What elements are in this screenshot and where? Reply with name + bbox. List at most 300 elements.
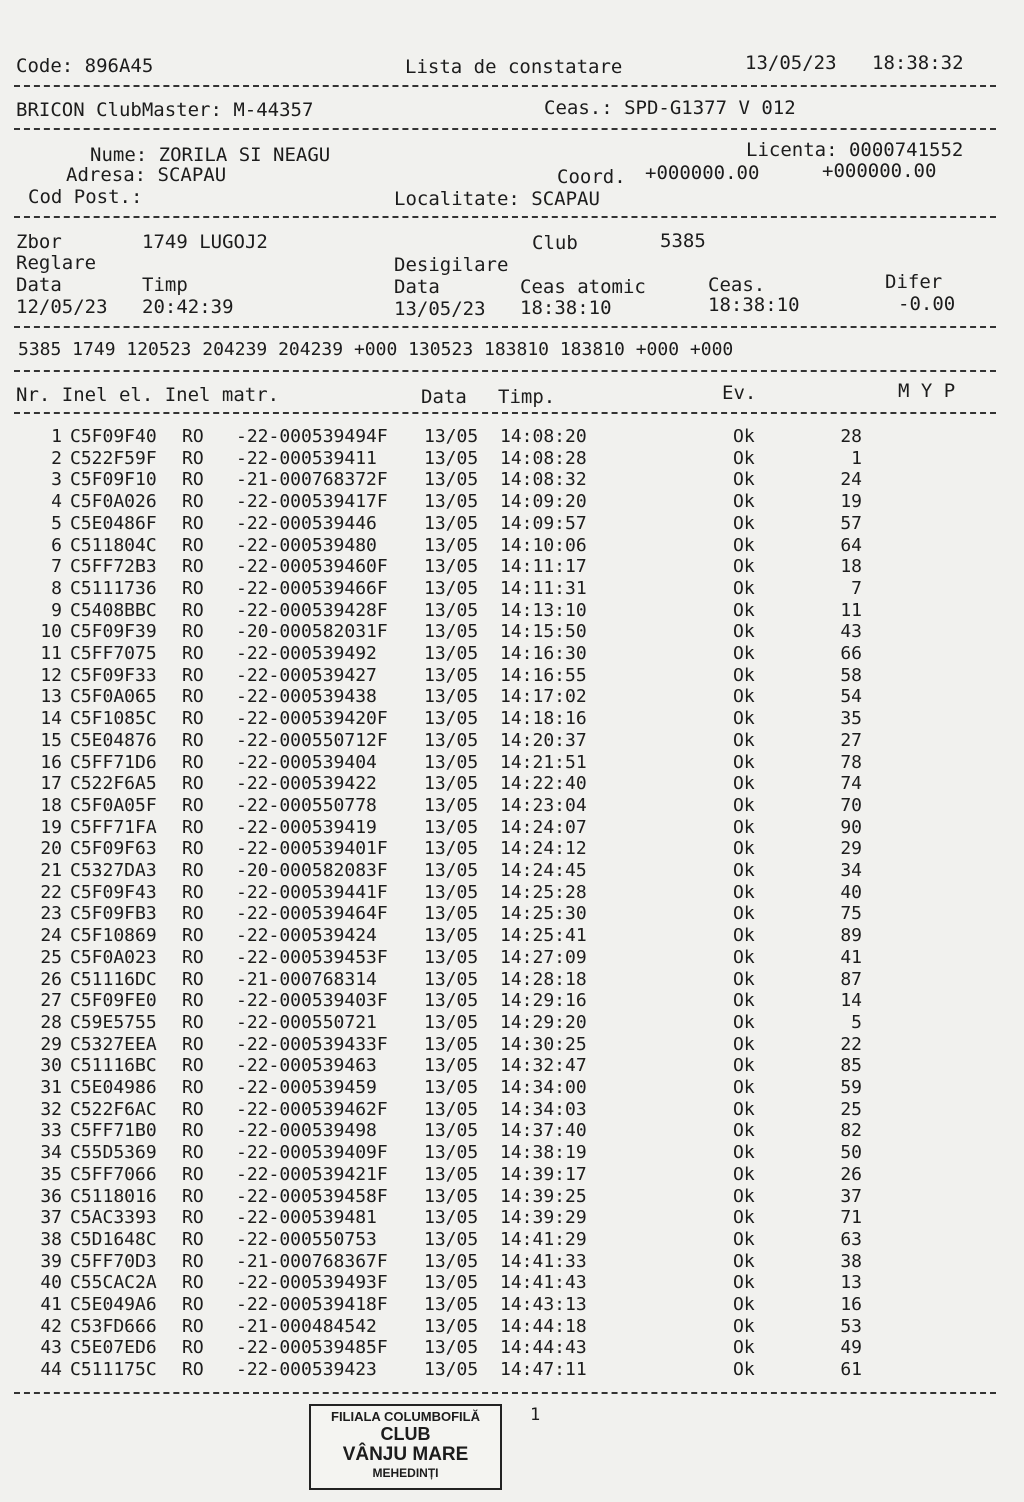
position: 24 <box>840 469 862 491</box>
event-status: Ok <box>733 708 755 730</box>
registration-ring: -22-000539485F <box>236 1337 388 1359</box>
position: 16 <box>840 1294 862 1315</box>
arrival-time: 14:32:47 <box>500 1055 587 1077</box>
row-number: 11 <box>40 643 62 664</box>
table-row <box>0 903 1024 925</box>
divider <box>14 370 996 372</box>
arrival-time: 14:11:31 <box>500 577 587 599</box>
registration-ring: -22-000539423 <box>236 1359 377 1381</box>
arrival-time: 14:16:30 <box>500 643 587 664</box>
arrival-date: 13/05 <box>424 469 479 491</box>
position: 66 <box>840 643 862 664</box>
event-status: Ok <box>733 491 755 513</box>
arrival-date: 13/05 <box>424 1185 479 1207</box>
position: 53 <box>840 1315 862 1337</box>
registration-ring: -22-000539403F <box>236 990 388 1012</box>
event-status: Ok <box>733 447 755 469</box>
stamp-line-4: MEHEDINȚI <box>372 1466 439 1480</box>
electronic-ring: C5F10869 <box>70 925 157 947</box>
arrival-time: 14:38:19 <box>500 1142 587 1164</box>
arrival-date: 13/05 <box>424 729 479 751</box>
table-row <box>0 1229 1024 1251</box>
country-code: RO <box>182 1077 204 1098</box>
event-status: Ok <box>733 1185 755 1207</box>
stamp-line-2: CLUB <box>380 1424 431 1444</box>
position: 58 <box>840 664 862 686</box>
arrival-date: 13/05 <box>424 1055 479 1077</box>
row-number: 31 <box>40 1077 62 1098</box>
registration-ring: -22-000539401F <box>236 838 388 860</box>
row-number: 29 <box>40 1033 62 1055</box>
event-status: Ok <box>733 534 755 556</box>
country-code: RO <box>182 469 204 491</box>
row-number: 34 <box>40 1142 62 1164</box>
registration-ring: -22-000539411 <box>236 447 377 469</box>
row-number: 20 <box>40 838 62 860</box>
country-code: RO <box>182 990 204 1012</box>
table-row <box>0 795 1024 817</box>
arrival-time: 14:08:28 <box>500 447 587 469</box>
event-status: Ok <box>733 903 755 925</box>
registration-ring: -22-000539419 <box>236 816 377 838</box>
electronic-ring: C5327DA3 <box>70 860 157 881</box>
row-number: 3 <box>51 469 62 491</box>
zbor-label: Zbor <box>16 231 62 253</box>
event-status: Ok <box>733 794 755 816</box>
arrival-time: 14:29:20 <box>500 1011 587 1033</box>
event-status: Ok <box>733 577 755 599</box>
country-code: RO <box>182 1033 204 1055</box>
position: 70 <box>840 794 862 816</box>
event-status: Ok <box>733 1142 755 1164</box>
country-code: RO <box>182 968 204 990</box>
registration-ring: -22-000539446 <box>236 512 377 534</box>
arrival-date: 13/05 <box>424 1250 479 1272</box>
arrival-date: 13/05 <box>424 794 479 816</box>
electronic-ring: C5408BBC <box>70 599 157 621</box>
electronic-ring: C53FD666 <box>70 1315 157 1337</box>
arrival-time: 14:08:20 <box>500 426 587 447</box>
country-code: RO <box>182 664 204 686</box>
club-value: 5385 <box>660 230 706 252</box>
country-code: RO <box>182 512 204 534</box>
event-status: Ok <box>733 838 755 860</box>
position: 82 <box>840 1120 862 1142</box>
position: 54 <box>840 686 862 708</box>
difer-label: Difer <box>885 271 943 293</box>
country-code: RO <box>182 1011 204 1033</box>
arrival-date: 13/05 <box>424 1315 479 1337</box>
arrival-date: 13/05 <box>424 1207 479 1229</box>
electronic-ring: C55CAC2A <box>70 1272 157 1294</box>
arrival-date: 13/05 <box>424 751 479 773</box>
row-number: 13 <box>40 686 62 708</box>
divider <box>14 85 996 87</box>
registration-ring: -22-000539462F <box>236 1098 388 1120</box>
position: 26 <box>840 1163 862 1185</box>
header-data: Data <box>421 386 467 408</box>
event-status: Ok <box>733 1098 755 1120</box>
table-row <box>0 686 1024 708</box>
country-code: RO <box>182 1272 204 1294</box>
event-status: Ok <box>733 816 755 838</box>
arrival-date: 13/05 <box>424 686 479 708</box>
row-number: 24 <box>40 925 62 947</box>
country-code: RO <box>182 491 204 513</box>
row-number: 10 <box>40 621 62 643</box>
event-status: Ok <box>733 621 755 643</box>
arrival-date: 13/05 <box>424 1294 479 1315</box>
event-status: Ok <box>733 1055 755 1077</box>
arrival-date: 13/05 <box>424 491 479 513</box>
summary-line: 5385 1749 120523 204239 204239 +000 130523 183810 183810 +000 +000 <box>18 339 734 360</box>
registration-ring: -21-000484542 <box>236 1315 377 1337</box>
arrival-date: 13/05 <box>424 1033 479 1055</box>
row-number: 1 <box>51 426 62 447</box>
registration-ring: -22-000539418F <box>236 1294 388 1315</box>
position: 25 <box>840 1098 862 1120</box>
arrival-date: 13/05 <box>424 426 479 447</box>
table-row <box>0 1164 1024 1186</box>
arrival-time: 14:29:16 <box>500 990 587 1012</box>
arrival-time: 14:23:04 <box>500 794 587 816</box>
position: 40 <box>840 881 862 903</box>
table-row <box>0 730 1024 752</box>
row-number: 44 <box>40 1359 62 1381</box>
row-number: 41 <box>40 1294 62 1315</box>
arrival-date: 13/05 <box>424 708 479 730</box>
print-time: 18:38:32 <box>872 52 964 74</box>
electronic-ring: C5FF71B0 <box>70 1120 157 1142</box>
table-row <box>0 1034 1024 1056</box>
registration-ring: -22-000539466F <box>236 577 388 599</box>
club-stamp <box>309 1404 502 1490</box>
arrival-time: 14:41:43 <box>500 1272 587 1294</box>
arrival-time: 14:34:00 <box>500 1077 587 1098</box>
registration-ring: -22-000539420F <box>236 708 388 730</box>
registration-ring: -21-000768367F <box>236 1250 388 1272</box>
country-code: RO <box>182 1315 204 1337</box>
event-status: Ok <box>733 664 755 686</box>
event-status: Ok <box>733 1120 755 1142</box>
position: 64 <box>840 534 862 556</box>
electronic-ring: C5F09F63 <box>70 838 157 860</box>
arrival-date: 13/05 <box>424 1142 479 1164</box>
arrival-time: 14:30:25 <box>500 1033 587 1055</box>
position: 75 <box>840 903 862 925</box>
row-number: 26 <box>40 968 62 990</box>
arrival-time: 14:25:28 <box>500 881 587 903</box>
table-row <box>0 578 1024 600</box>
arrival-date: 13/05 <box>424 1077 479 1098</box>
registration-ring: -22-000539459 <box>236 1077 377 1098</box>
registration-ring: -22-000550721 <box>236 1011 377 1033</box>
country-code: RO <box>182 1098 204 1120</box>
position: 59 <box>840 1077 862 1098</box>
table-row <box>0 600 1024 622</box>
country-code: RO <box>182 903 204 925</box>
position: 7 <box>851 577 862 599</box>
clubmaster-id: BRICON ClubMaster: M-44357 <box>16 99 314 121</box>
position: 27 <box>840 729 862 751</box>
arrival-time: 14:34:03 <box>500 1098 587 1120</box>
registration-ring: -21-000768314 <box>236 968 377 990</box>
position: 28 <box>840 426 862 447</box>
registration-ring: -22-000539460F <box>236 556 388 578</box>
position: 35 <box>840 708 862 730</box>
arrival-date: 13/05 <box>424 838 479 860</box>
electronic-ring: C5E0486F <box>70 512 157 534</box>
event-status: Ok <box>733 1207 755 1229</box>
arrival-date: 13/05 <box>424 773 479 795</box>
arrival-time: 14:43:13 <box>500 1294 587 1315</box>
country-code: RO <box>182 447 204 469</box>
electronic-ring: C51116BC <box>70 1055 157 1077</box>
row-number: 32 <box>40 1098 62 1120</box>
position: 14 <box>840 990 862 1012</box>
zbor-value: 1749 LUGOJ2 <box>142 231 268 253</box>
country-code: RO <box>182 643 204 664</box>
registration-ring: -20-000582083F <box>236 860 388 881</box>
event-status: Ok <box>733 643 755 664</box>
position: 13 <box>840 1272 862 1294</box>
country-code: RO <box>182 686 204 708</box>
electronic-ring: C5F0A026 <box>70 491 157 513</box>
table-row <box>0 708 1024 730</box>
code-label: Code: 896A45 <box>16 55 154 77</box>
arrival-date: 13/05 <box>424 1163 479 1185</box>
position: 85 <box>840 1055 862 1077</box>
country-code: RO <box>182 1250 204 1272</box>
atomic-time: 18:38:10 <box>520 297 612 319</box>
country-code: RO <box>182 1294 204 1315</box>
arrival-time: 14:39:25 <box>500 1185 587 1207</box>
country-code: RO <box>182 773 204 795</box>
row-number: 27 <box>40 990 62 1012</box>
country-code: RO <box>182 860 204 881</box>
row-number: 4 <box>51 491 62 513</box>
stamp-line-1: FILIALA COLUMBOFILĂ <box>331 1409 480 1424</box>
country-code: RO <box>182 1142 204 1164</box>
position: 90 <box>840 816 862 838</box>
country-code: RO <box>182 925 204 947</box>
table-row <box>0 1055 1024 1077</box>
club-label: Club <box>532 232 578 254</box>
reglare-timp-label: Timp <box>142 274 188 296</box>
ceas-label: Ceas. <box>708 274 766 296</box>
row-number: 18 <box>40 794 62 816</box>
electronic-ring: C511175C <box>70 1359 157 1381</box>
arrival-time: 14:08:32 <box>500 469 587 491</box>
arrival-date: 13/05 <box>424 447 479 469</box>
table-row <box>0 1251 1024 1273</box>
electronic-ring: C5E07ED6 <box>70 1337 157 1359</box>
position: 1 <box>851 447 862 469</box>
table-row <box>0 752 1024 774</box>
arrival-time: 14:25:30 <box>500 903 587 925</box>
locality: Localitate: SCAPAU <box>394 188 600 210</box>
table-row <box>0 1099 1024 1121</box>
row-number: 22 <box>40 881 62 903</box>
table-row <box>0 969 1024 991</box>
owner-license: Licenta: 0000741552 <box>746 139 964 161</box>
event-status: Ok <box>733 925 755 947</box>
arrival-date: 13/05 <box>424 512 479 534</box>
row-number: 7 <box>51 556 62 578</box>
table-row <box>0 1077 1024 1099</box>
event-status: Ok <box>733 1359 755 1381</box>
row-number: 14 <box>40 708 62 730</box>
row-number: 39 <box>40 1250 62 1272</box>
position: 49 <box>840 1337 862 1359</box>
position: 78 <box>840 751 862 773</box>
arrival-time: 14:09:57 <box>500 512 587 534</box>
arrival-date: 13/05 <box>424 860 479 881</box>
electronic-ring: C5F0A05F <box>70 794 157 816</box>
event-status: Ok <box>733 1011 755 1033</box>
position: 22 <box>840 1033 862 1055</box>
arrival-time: 14:39:17 <box>500 1163 587 1185</box>
electronic-ring: C5FF7075 <box>70 643 157 664</box>
electronic-ring: C5F09FE0 <box>70 990 157 1012</box>
country-code: RO <box>182 621 204 643</box>
registration-ring: -22-000539464F <box>236 903 388 925</box>
table-row <box>0 621 1024 643</box>
position: 61 <box>840 1359 862 1381</box>
arrival-time: 14:16:55 <box>500 664 587 686</box>
arrival-date: 13/05 <box>424 534 479 556</box>
clock-id: Ceas.: SPD-G1377 V 012 <box>544 97 796 119</box>
table-row <box>0 838 1024 860</box>
electronic-ring: C5D1648C <box>70 1228 157 1250</box>
country-code: RO <box>182 708 204 730</box>
table-row <box>0 773 1024 795</box>
page-number: 1 <box>530 1405 541 1425</box>
position: 57 <box>840 512 862 534</box>
country-code: RO <box>182 838 204 860</box>
electronic-ring: C5F09F40 <box>70 426 157 447</box>
electronic-ring: C511804C <box>70 534 157 556</box>
arrival-date: 13/05 <box>424 946 479 968</box>
table-row <box>0 860 1024 882</box>
electronic-ring: C59E5755 <box>70 1011 157 1033</box>
table-row <box>0 1272 1024 1294</box>
arrival-time: 14:41:33 <box>500 1250 587 1272</box>
registration-ring: -22-000539481 <box>236 1207 377 1229</box>
document-title: Lista de constatare <box>405 56 623 78</box>
position: 63 <box>840 1228 862 1250</box>
electronic-ring: C5AC3393 <box>70 1207 157 1229</box>
electronic-ring: C55D5369 <box>70 1142 157 1164</box>
registration-ring: -22-000539492 <box>236 643 377 664</box>
row-number: 25 <box>40 946 62 968</box>
electronic-ring: C5F0A065 <box>70 686 157 708</box>
header-ring-columns: Nr. Inel el. Inel matr. <box>16 384 280 406</box>
event-status: Ok <box>733 729 755 751</box>
registration-ring: -22-000539494F <box>236 426 388 447</box>
position: 19 <box>840 491 862 513</box>
country-code: RO <box>182 577 204 599</box>
event-status: Ok <box>733 860 755 881</box>
row-number: 42 <box>40 1315 62 1337</box>
event-status: Ok <box>733 426 755 447</box>
country-code: RO <box>182 1120 204 1142</box>
arrival-time: 14:24:45 <box>500 860 587 881</box>
electronic-ring: C5327EEA <box>70 1033 157 1055</box>
event-status: Ok <box>733 1163 755 1185</box>
table-row <box>0 882 1024 904</box>
row-number: 37 <box>40 1207 62 1229</box>
header-timp: Timp. <box>498 386 556 408</box>
table-row <box>0 426 1024 448</box>
arrival-time: 14:47:11 <box>500 1359 587 1381</box>
arrival-time: 14:20:37 <box>500 729 587 751</box>
arrival-time: 14:15:50 <box>500 621 587 643</box>
arrival-time: 14:13:10 <box>500 599 587 621</box>
arrival-time: 14:18:16 <box>500 708 587 730</box>
arrival-date: 13/05 <box>424 968 479 990</box>
arrival-time: 14:24:12 <box>500 838 587 860</box>
registration-ring: -22-000539409F <box>236 1142 388 1164</box>
electronic-ring: C5118016 <box>70 1185 157 1207</box>
table-row <box>0 1120 1024 1142</box>
divider <box>14 216 996 218</box>
divider <box>14 128 996 130</box>
row-number: 38 <box>40 1228 62 1250</box>
table-row <box>0 1012 1024 1034</box>
event-status: Ok <box>733 599 755 621</box>
arrival-date: 13/05 <box>424 903 479 925</box>
registration-ring: -22-000539417F <box>236 491 388 513</box>
row-number: 35 <box>40 1163 62 1185</box>
arrival-date: 13/05 <box>424 1228 479 1250</box>
row-number: 28 <box>40 1011 62 1033</box>
country-code: RO <box>182 1185 204 1207</box>
reglare-label: Reglare <box>16 252 97 274</box>
electronic-ring: C522F6A5 <box>70 773 157 795</box>
arrival-date: 13/05 <box>424 1011 479 1033</box>
event-status: Ok <box>733 1033 755 1055</box>
owner-name: Nume: ZORILA SI NEAGU <box>90 144 331 166</box>
divider <box>14 412 996 414</box>
registration-ring: -22-000539480 <box>236 534 377 556</box>
event-status: Ok <box>733 1077 755 1098</box>
registration-ring: -22-000539422 <box>236 773 377 795</box>
row-number: 33 <box>40 1120 62 1142</box>
electronic-ring: C522F59F <box>70 447 157 469</box>
row-number: 36 <box>40 1185 62 1207</box>
country-code: RO <box>182 556 204 578</box>
event-status: Ok <box>733 1228 755 1250</box>
country-code: RO <box>182 1337 204 1359</box>
row-number: 16 <box>40 751 62 773</box>
table-row <box>0 1186 1024 1208</box>
electronic-ring: C5E04876 <box>70 729 157 751</box>
position: 89 <box>840 925 862 947</box>
registration-ring: -22-000539493F <box>236 1272 388 1294</box>
arrival-date: 13/05 <box>424 925 479 947</box>
event-status: Ok <box>733 968 755 990</box>
arrival-time: 14:11:17 <box>500 556 587 578</box>
event-status: Ok <box>733 773 755 795</box>
registration-ring: -22-000550778 <box>236 794 377 816</box>
registration-ring: -22-000539498 <box>236 1120 377 1142</box>
country-code: RO <box>182 946 204 968</box>
arrival-date: 13/05 <box>424 990 479 1012</box>
registration-ring: -22-000550712F <box>236 729 388 751</box>
atomic-clock-label: Ceas atomic <box>520 276 646 298</box>
coord-lon: +000000.00 <box>822 160 937 182</box>
